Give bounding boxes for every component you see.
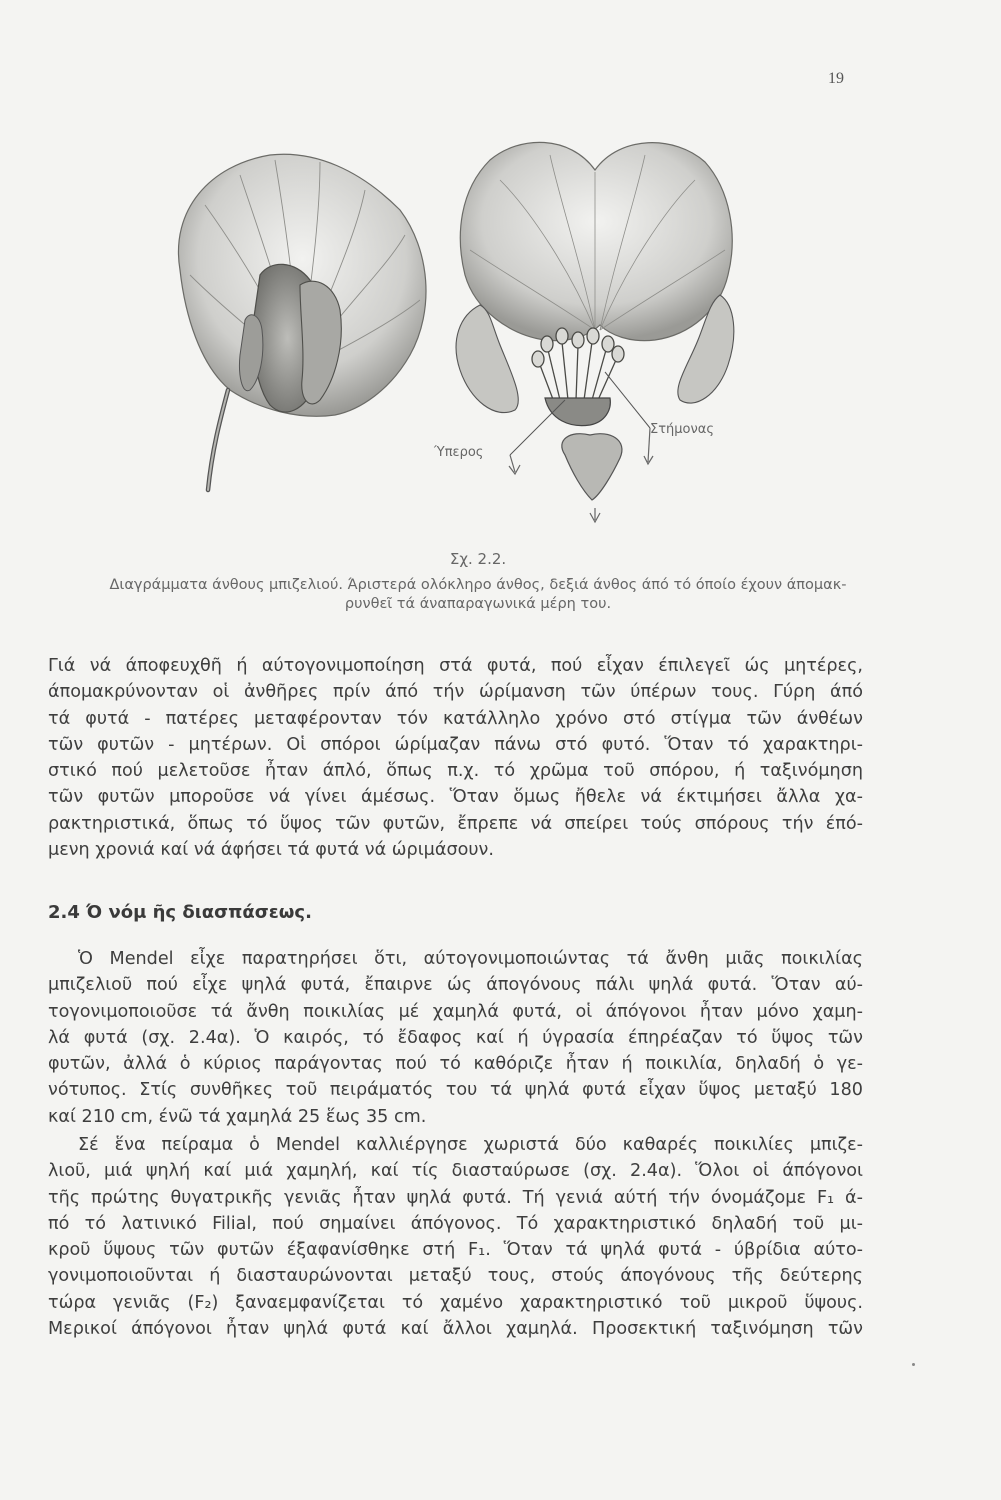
text-line: τῶν φυτῶν - μητέρων. Οἱ σπόροι ώρίμαζαν πάνω στό φυτό. Ὅταν τό χαρακτηρι- xyxy=(48,734,863,755)
text-line: στικό πού μελετοῦσε ἦταν άπλό, ὅπως π.χ. τό χρῶμα τοῦ σπόρου, ή ταξινόμηση xyxy=(48,761,863,782)
text-line: τῶν φυτῶν μποροῦσε νά γίνει άμέσως. Ὅταν ὅμως ἤθελε νά έκτιμήσει ἄλλα χα- xyxy=(48,787,863,808)
text-line: Γιά νά άποφευχθῆ ή αύτογονιμοποίηση στά φυτά, πού εἶχαν έπιλεγεῖ ώς μητέρες, xyxy=(48,656,863,676)
text-line: μενη χρονιά καί νά άφήσει τά φυτά νά ώριμάσουν. xyxy=(48,840,494,861)
pistil-label: Ύπερος xyxy=(434,445,484,460)
paragraph-cross-pollination xyxy=(48,653,863,863)
figure-pea-flower-diagrams xyxy=(150,110,790,540)
page-number: 19 xyxy=(828,70,844,87)
text-line: λιοῦ, μιά ψηλή καί μιά χαμηλή, καί τίς διασταύρωσε (σχ. 2.4α). Ὅλοι οἱ άπόγονοι xyxy=(48,1161,863,1182)
figure-illustration xyxy=(150,110,790,540)
text-line: κροῦ ὕψους τῶν φυτῶν έξαφανίσθηκε στή F₁. Ὅταν τά ψηλά φυτά - ύβρίδια αύτο- xyxy=(48,1240,863,1261)
dissected-flower-drawing xyxy=(456,142,734,522)
text-line: μπιζελιοῦ πού εἶχε ψηλά φυτά, ἔπαιρνε ώς άπογόνους πάλι ψηλά φυτά. Ὅταν αύ- xyxy=(48,975,863,996)
text-line: Μερικοί άπόγονοι ἦταν ψηλά φυτά καί ἄλλοι χαμηλά. Προσεκτική ταξινόμηση τῶν xyxy=(48,1319,863,1340)
paragraph-mendel-cross xyxy=(48,1132,863,1342)
caption-line: Διαγράμματα άνθους μπιζελιού. Άριστερά ολόκληρο άνθος, δεξιά άνθος άπό τό όποίο έχουν άπομακ- xyxy=(109,577,847,593)
text-line: τώρα γενιᾶς (F₂) ξαναεμφανίζεται τό χαμένο χαρακτηριστικό τοῦ μικροῦ ὕψους. xyxy=(48,1292,863,1313)
text-line: τῆς πρώτης θυγατρικῆς γενιᾶς ἦταν ψηλά φυτά. Τή γενιά αύτή τήν όνομάζομε F₁ ά- xyxy=(48,1187,863,1208)
text-line: καί 210 cm, ένῶ τά χαμηλά 25 ἕως 35 cm. xyxy=(48,1106,427,1127)
whole-flower-drawing xyxy=(178,154,426,490)
text-line: άπομακρύνονταν οἱ ἀνθῆρες πρίν άπό τήν ώρίμανση τῶν ύπέρων τους. Γύρη άπό xyxy=(48,682,863,703)
text-line: ρακτηριστικά, ὅπως τό ὕψος τῶν φυτῶν, ἔπρεπε νά σπείρει τούς σπόρους τήν έπό- xyxy=(48,813,863,834)
section-heading: 2.4 Ό νόμ ῆς διασπάσεως. xyxy=(48,902,312,923)
text-line: τογονιμοποιοῦσε τά ἄνθη ποικιλίας μέ χαμηλά φυτά, οἱ άπόγονοι ἦταν μόνο χαμη- xyxy=(48,1001,863,1022)
stamens-label: Στήμονας xyxy=(650,422,714,437)
text-line: Σέ ἕνα πείραμα ὁ Mendel καλλιέργησε χωριστά δύο καθαρές ποικιλίες μπιζε- xyxy=(78,1135,863,1155)
text-line: Ὁ Mendel εἶχε παρατηρήσει ὅτι, αύτογονιμοποιώντας τά ἄνθη μιᾶς ποικιλίας xyxy=(78,949,863,969)
text-line: τά φυτά - πατέρες μεταφέρονταν τόν κατάλληλο χρόνο στό στίγμα τῶν άνθέων xyxy=(48,708,863,729)
paragraph-self-pollination xyxy=(48,946,863,1130)
figure-caption xyxy=(48,576,908,614)
text-line: λά φυτά (σχ. 2.4α). Ὁ καιρός, τό ἔδαφος καί ή ύγρασία έπηρέαζαν τό ὕψος τῶν xyxy=(48,1027,863,1048)
text-line: νότυπος. Στίς συνθῆκες τοῦ πειράματός του τά ψηλά φυτά εἶχαν ὕψος μεταξύ 180 xyxy=(48,1080,863,1101)
text-line: φυτῶν, ἀλλά ὁ κύριος παράγοντας πού τό καθόριζε ἦταν ή ποικιλία, δηλαδή ὁ γε- xyxy=(48,1054,863,1075)
caption-line: ρυνθεῖ τά άναπαραγωνικά μέρη του. xyxy=(344,596,612,612)
text-line: γονιμοποιοῦνται ή διασταυρώνονται μεταξύ τους, στούς άπογόνους τῆς δεύτερης xyxy=(48,1266,863,1287)
figure-number: Σχ. 2.2. xyxy=(449,550,507,568)
paper-speck xyxy=(912,1363,915,1366)
text-line: πό τό λατινικό Filial, πού σημαίνει άπόγονος. Τό χαρακτηριστικό δηλαδή τοῦ μι- xyxy=(48,1213,863,1234)
